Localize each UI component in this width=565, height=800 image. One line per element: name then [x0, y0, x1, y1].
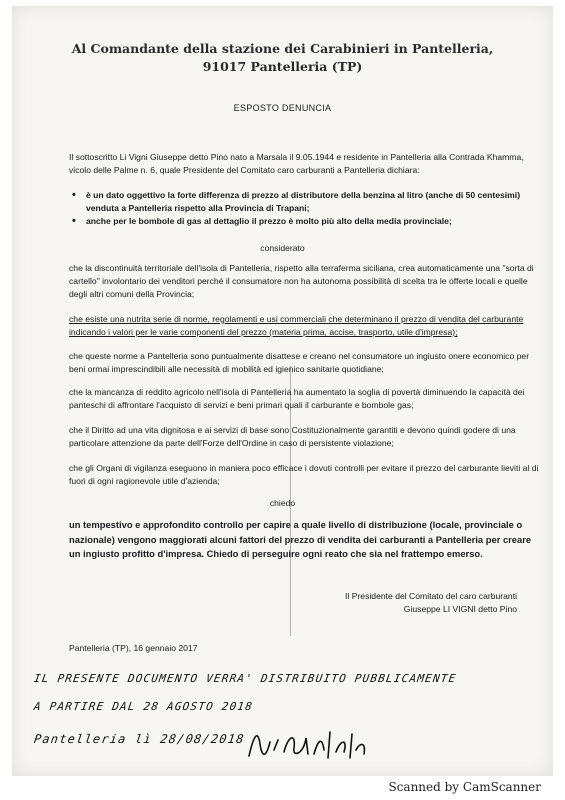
place-date: Pantelleria (TP), 16 gennaio 2017: [69, 643, 198, 653]
handwritten-note-line-2: A PARTIRE DAL 28 AGOSTO 2018: [33, 700, 254, 713]
scanned-page: [12, 6, 553, 776]
address-line-1: Al Comandante della stazione dei Carabinieri in Pantelleria,: [71, 41, 494, 56]
handwritten-signature-icon: [244, 724, 374, 764]
declaration-item: • è un dato oggettivo la forte differenza di prezzo al distributore della benzina al litro (anche di 50 centesimi) venduta a Pantelleria rispetto alla Provincia di Trapani;: [70, 189, 540, 214]
chiedo-label: chiedo: [269, 498, 296, 508]
declaration-item: • anche per le bombole di gas al dettaglio il prezzo è molto più alto della media provinciale;: [70, 215, 540, 228]
handwritten-note-line-3: Pantelleria lì 28/08/2018: [33, 732, 246, 746]
considerato-label: considerato: [260, 243, 305, 253]
document-heading: ESPOSTO DENUNCIA: [233, 103, 332, 113]
scanner-watermark: Scanned by CamScanner: [388, 780, 541, 794]
signature-name: Giuseppe LI VIGNI detto Pino: [403, 603, 517, 614]
signature-block: [345, 590, 517, 615]
recipient-address: [12, 40, 553, 76]
paragraph-underlined: che esiste una nutrita serie di norme, regolamenti e usi commerciali che determinano il prezzo di vendita del carburante indicando i valori per le varie componenti del prezzo (materia prima, accise, trasporto, utile d'impresa);: [69, 314, 524, 337]
paragraph: che queste norme a Pantelleria sono puntualmente disattese e creano nel consumatore un ingiusto onere economico per beni ormai imprescindibili alle necessità di mobilità ed igienico sanitarie quotidiane;: [69, 351, 530, 374]
handwritten-note-line-1: IL PRESENTE DOCUMENTO VERRA' DISTRIBUITO PUBBLICAMENTE: [33, 672, 458, 685]
declaration-list: [70, 189, 540, 229]
intro-paragraph: Il sottoscritto Li Vigni Giuseppe detto Pino nato a Marsala il 9.05.1944 e residente in Pantelleria alla Contrada Khamma, vicolo delle Palme n. 6, quale Presidente del Comitato caro carburanti a Pantelleria dichiara:: [69, 152, 524, 175]
paragraph: che la mancanza di reddito agricolo nell'isola di Pantelleria ha aumentato la soglia di povertà diminuendo la capacità dei panteschi di affrontare l'acquisto di servizi e beni primari quali il carburante e bombole gas;: [69, 387, 525, 410]
request-paragraph: un tempestivo e approfondito controllo per capire a quale livello di distribuzione (locale, provinciale o nazionale) vengono maggiorati alcuni fattori del prezzo di vendita dei carburanti a Pantelleria per creare un ingiusto profitto d'impresa. Chiedo di perseguire ogni reato che sia nel frattempo emerso.: [69, 519, 532, 559]
paragraph: che la discontinuità territoriale dell'isola di Pantelleria, rispetto alla terraferma siciliana, crea automaticamente una "sorta di cartello" involontario dei venditori perché il consumatore non ha autonoma possibilità di scelta tra le offerte locali e quelle degli altri comuni della Provincia;: [69, 263, 534, 299]
address-line-2: 91017 Pantelleria (TP): [202, 59, 363, 74]
scan-fold-line: [290, 366, 291, 636]
paragraph: che gli Organi di vigilanza eseguono in maniera poco efficace i dovuti controlli per evitare il prezzo del carburante lieviti al di fuori di ogni ragionevole utile d'azienda;: [69, 463, 539, 486]
signature-title: Il Presidente del Comitato del caro carburanti: [345, 591, 517, 601]
paragraph: che il Diritto ad una vita dignitosa e ai servizi di base sono Costituzionalmente garantiti e devono quindi godere di una particolare attenzione da parte dell'Forze dell'Ordine in caso di persistente violazione;: [69, 425, 516, 448]
